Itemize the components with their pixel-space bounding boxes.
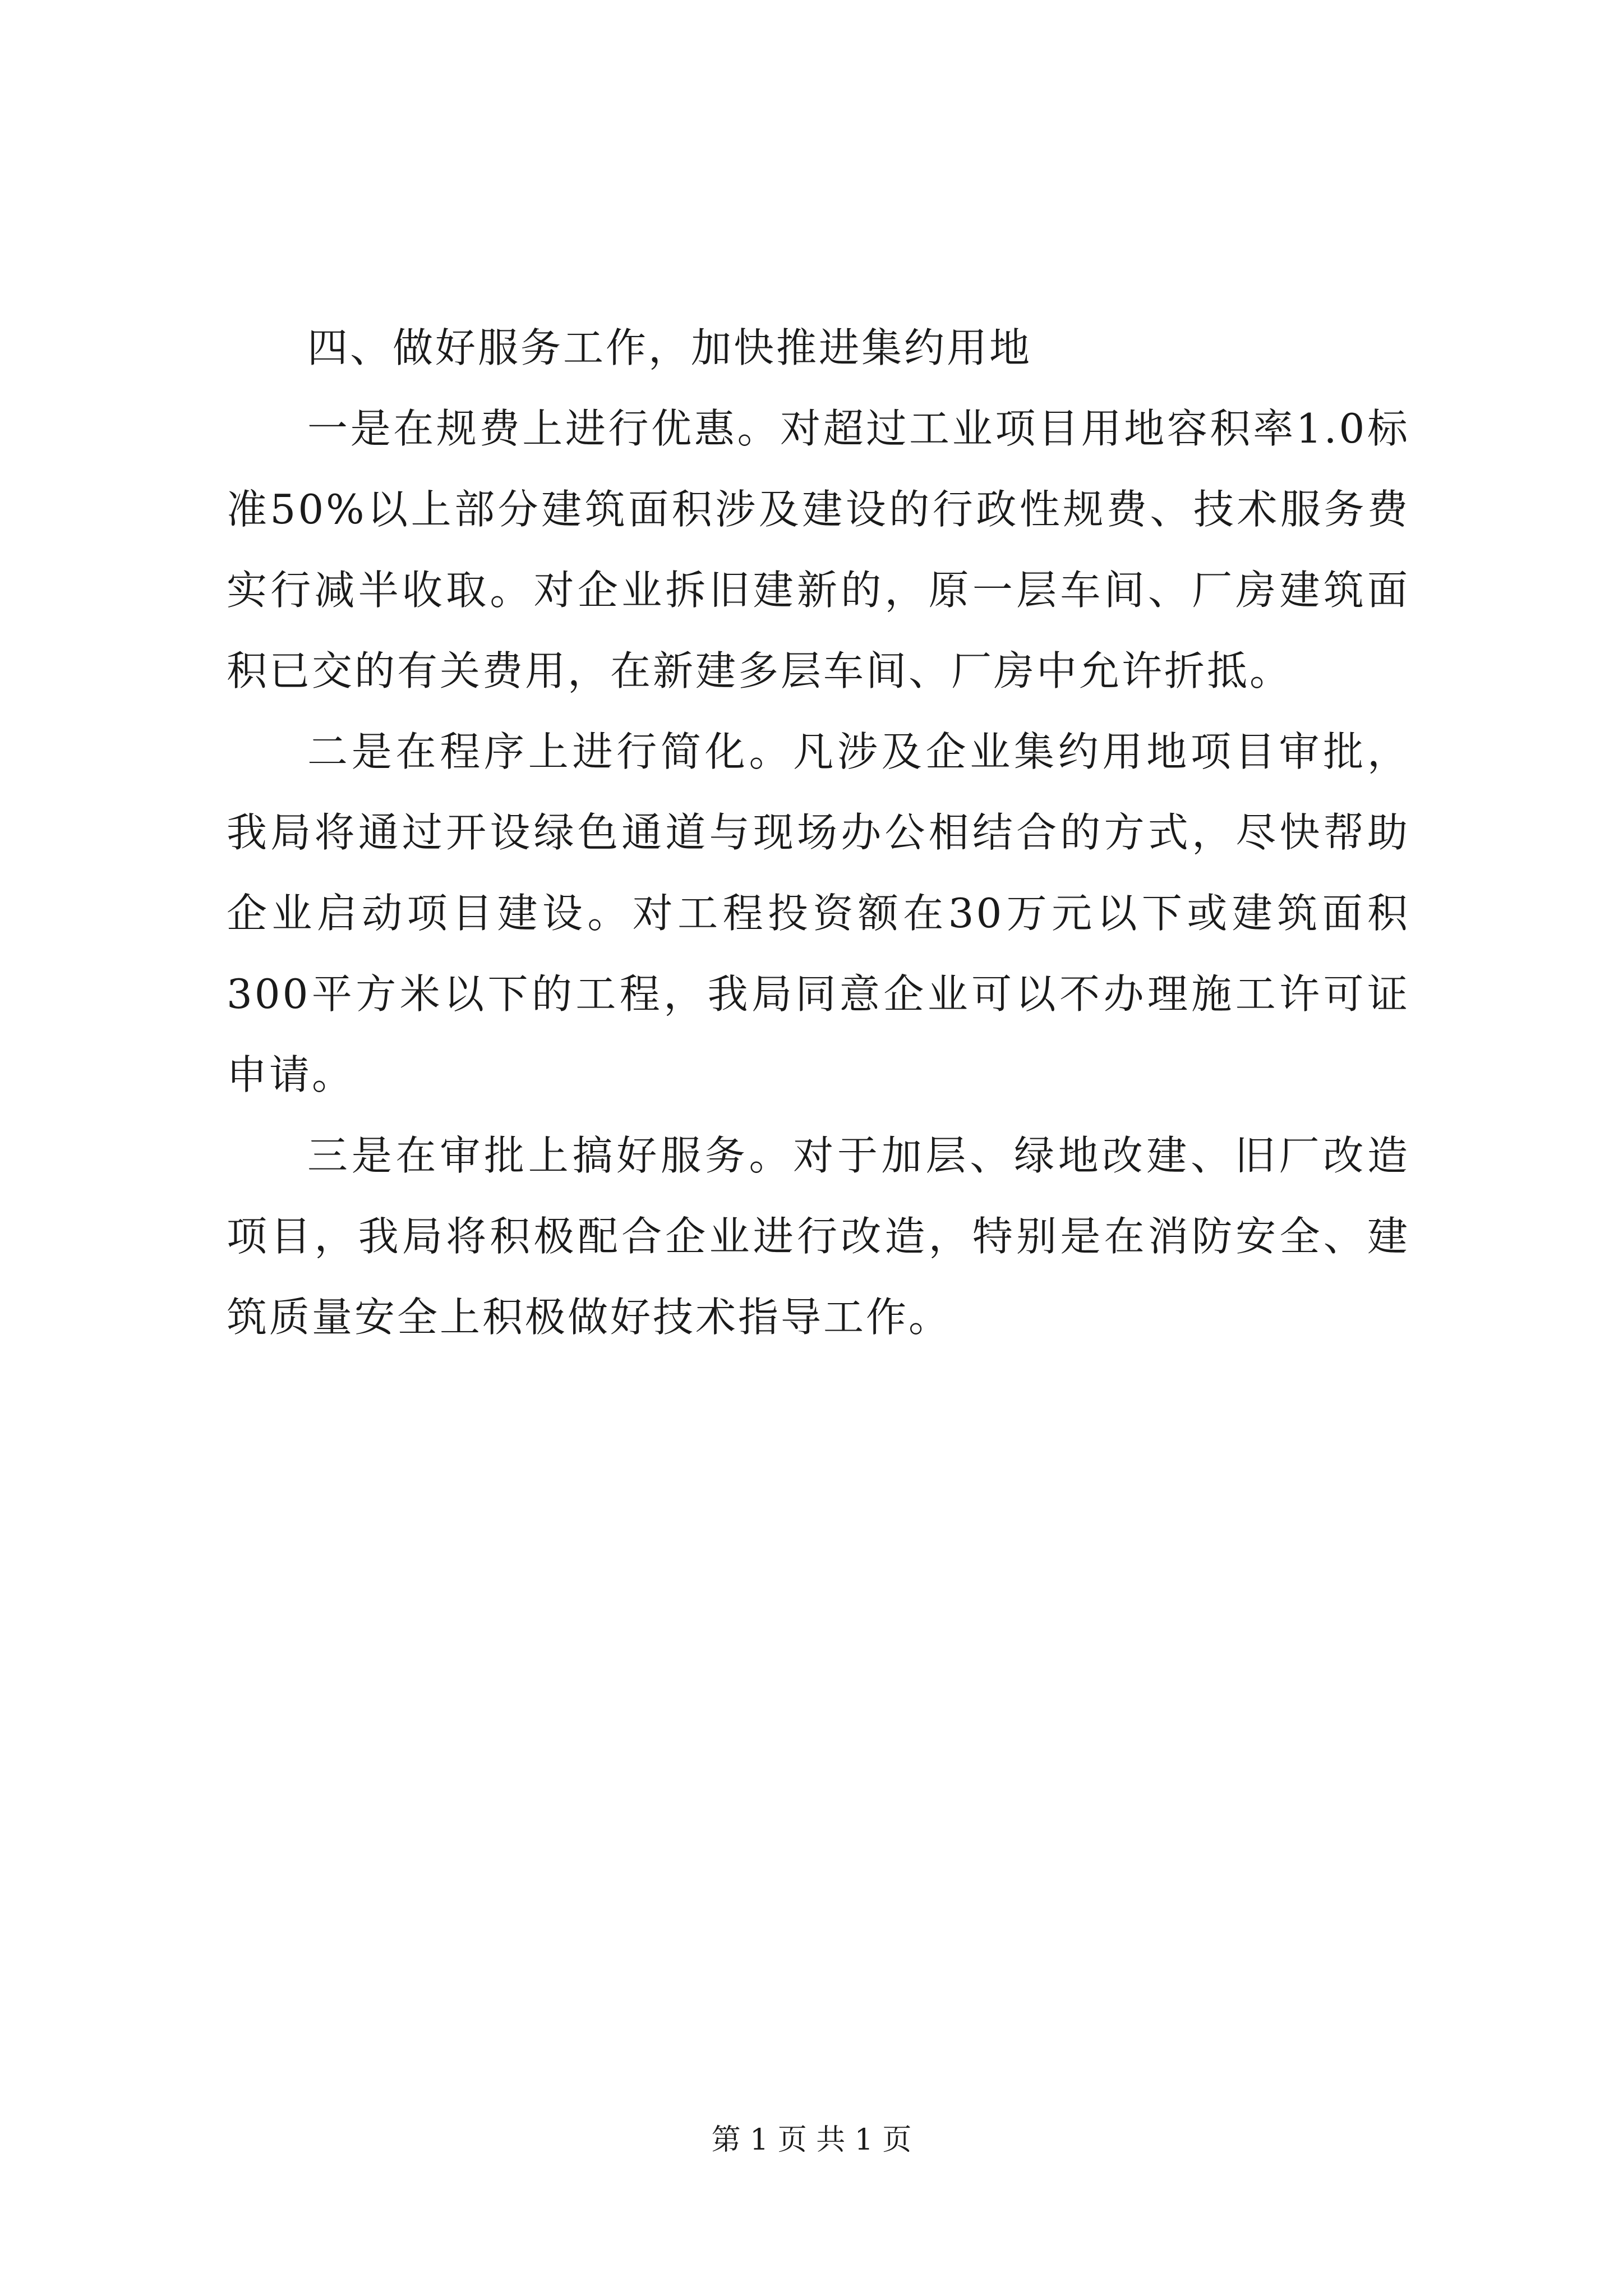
paragraph-approval-service: 三是在审批上搞好服务。对于加层、绿地改建、旧厂改造项目，我局将积极配合企业进行改造，特别是在消防安全、建筑质量安全上积极做好技术指导工作。 [227, 1132, 1410, 1341]
document-body [227, 307, 1410, 1358]
paragraph-fee-discount: 一是在规费上进行优惠。对超过工业项目用地容积率1.0标准50%以上部分建筑面积涉及建设的行政性规费、技术服务费实行减半收取。对企业拆旧建新的，原一层车间、厂房建筑面积已交的有关费用，在新建多层车间、厂房中允许折抵。 [227, 405, 1410, 694]
page-number-footer: 第 1 页 共 1 页 [711, 2123, 912, 2157]
paragraph-procedure-simplification: 二是在程序上进行简化。凡涉及企业集约用地项目审批，我局将通过开设绿色通道与现场办公相结合的方式，尽快帮助企业启动项目建设。对工程投资额在30万元以下或建筑面积300平方米以下的工程，我局同意企业可以不办理施工许可证申请。 [227, 728, 1410, 1098]
section-heading: 四、做好服务工作，加快推进集约用地 [307, 324, 1032, 371]
